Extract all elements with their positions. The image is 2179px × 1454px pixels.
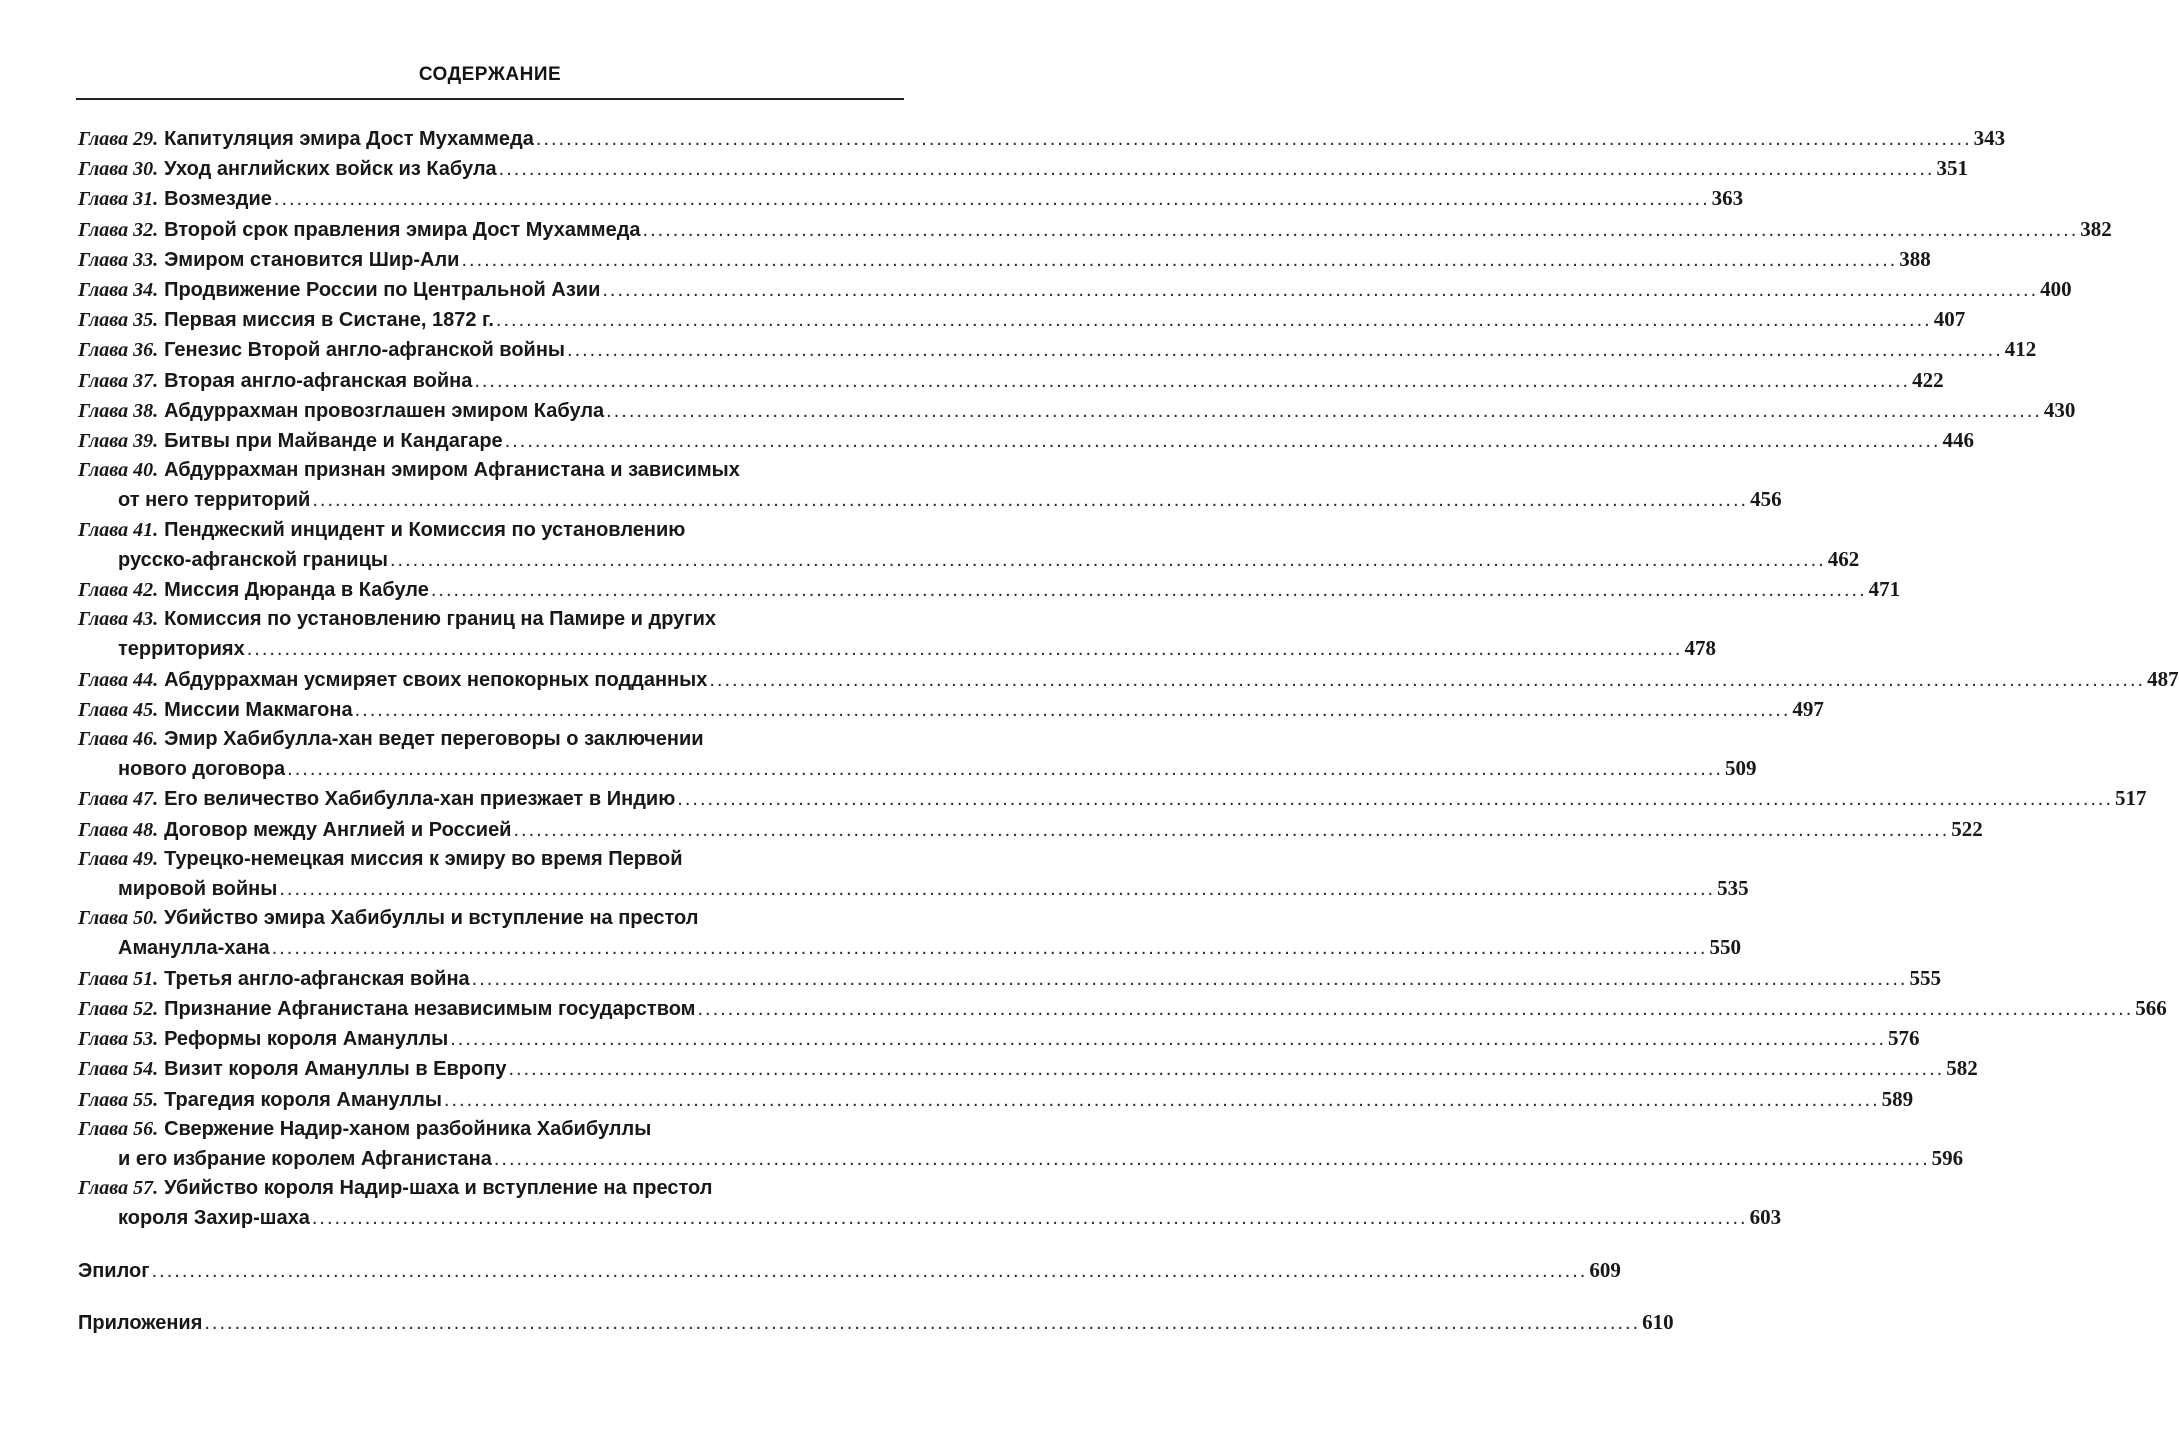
- chapter-label: Глава 38.: [78, 399, 159, 422]
- toc-entry-row: [78, 904, 908, 933]
- chapter-title: Пенджеский инцидент и Комиссия по установлению: [164, 518, 686, 541]
- chapter-title: мировой войны: [118, 878, 278, 901]
- toc-entry: [78, 815, 1983, 845]
- toc-entry: [78, 964, 1941, 994]
- toc-entry-row: [78, 815, 1983, 845]
- toc-entry-row: [78, 516, 908, 545]
- toc-entry-row: [78, 695, 1824, 725]
- dot-leader: [496, 306, 1932, 335]
- chapter-label: Глава 33.: [78, 248, 159, 271]
- toc-entry-row: [78, 124, 2006, 154]
- chapter-label: Глава 31.: [78, 188, 159, 211]
- page-number: 589: [1881, 1086, 1914, 1111]
- toc-entry-row: [78, 215, 2112, 245]
- dot-leader: [474, 367, 1910, 396]
- chapter-title: Абдуррахман усмиряет своих непокорных подданных: [164, 668, 708, 691]
- toc-entry: [78, 215, 2112, 245]
- dot-leader: [355, 696, 1791, 725]
- toc-entry: [78, 305, 1966, 335]
- toc-entry-row: [78, 845, 908, 874]
- toc-entry: [78, 1174, 1782, 1233]
- chapter-label: Глава 32.: [78, 218, 159, 241]
- dot-leader: [279, 875, 1715, 904]
- toc-entry-continuation: [78, 874, 1749, 904]
- dot-leader: [274, 185, 1710, 214]
- toc-entry: [78, 154, 1968, 184]
- toc-entry: [78, 994, 2167, 1024]
- chapter-label: Глава 39.: [78, 430, 159, 453]
- page-number: 517: [2115, 786, 2147, 811]
- section-gap: [78, 1286, 908, 1308]
- chapter-title: Договор между Англией и Россией: [164, 818, 512, 841]
- dot-leader: [602, 276, 2038, 305]
- toc-entry: [78, 665, 2179, 695]
- toc-entry-row: [78, 725, 908, 754]
- toc-entry-row: [78, 456, 908, 485]
- chapter-label: Глава 37.: [78, 369, 159, 392]
- dot-leader: [508, 1055, 1944, 1084]
- toc-entry-row: [78, 964, 1941, 994]
- chapter-title: Битвы при Майванде и Кандагаре: [164, 430, 503, 453]
- toc-entry-row: [78, 335, 2037, 365]
- chapter-label: Глава 43.: [78, 608, 159, 631]
- chapter-title: Его величество Хабибулла-хан приезжает в Индию: [164, 788, 676, 811]
- dot-leader: [567, 336, 2003, 365]
- dot-leader: [697, 995, 2133, 1024]
- chapter-title: Абдуррахман признан эмиром Афганистана и зависимых: [164, 459, 740, 482]
- dot-leader: [312, 1204, 1748, 1233]
- chapter-label: Глава 48.: [78, 818, 159, 841]
- toc-entry-row: [78, 154, 1968, 184]
- toc-entry-row: [78, 994, 2167, 1024]
- chapter-title: и его избрание королем Афганистана: [118, 1147, 492, 1170]
- chapter-title: Уход английских войск из Кабула: [164, 158, 497, 181]
- dot-leader: [152, 1257, 1588, 1286]
- page-number: 522: [1951, 816, 1983, 841]
- table-of-contents: [78, 124, 2179, 1338]
- chapter-label: Глава 57.: [78, 1177, 159, 1200]
- chapter-title: Трагедия короля Амануллы: [164, 1088, 442, 1111]
- page-number: 610: [1642, 1309, 1674, 1334]
- dot-leader: [272, 934, 1708, 963]
- page-number: 456: [1750, 487, 1782, 512]
- page-number: 343: [1973, 126, 2006, 150]
- toc-entry-continuation: [78, 634, 1716, 664]
- chapter-label: Глава 46.: [78, 728, 159, 751]
- toc-entry-row: [78, 1174, 908, 1203]
- dot-leader: [390, 546, 1826, 575]
- chapter-label: Глава 30.: [78, 158, 159, 181]
- page-number: 407: [1933, 307, 1966, 332]
- toc-entry-row: [78, 396, 2076, 426]
- chapter-label: Глава 56.: [78, 1117, 159, 1140]
- chapter-label: Глава 45.: [78, 698, 159, 721]
- page-number: 603: [1749, 1205, 1782, 1230]
- page-number: 351: [1936, 156, 1968, 181]
- page-number: 478: [1684, 636, 1716, 661]
- chapter-label: Глава 35.: [78, 309, 159, 332]
- toc-entry-continuation: [78, 1203, 1782, 1233]
- toc-entry-row: [78, 184, 1744, 214]
- toc-entry: [78, 845, 1749, 904]
- chapter-title: Убийство эмира Хабибуллы и вступление на престол: [164, 907, 699, 930]
- page-number: 576: [1888, 1026, 1920, 1051]
- toc-entry: [78, 124, 2006, 154]
- chapter-title: Турецко-немецкая миссия к эмиру во время Первой: [164, 847, 683, 870]
- chapter-label: Глава 54.: [78, 1058, 159, 1081]
- chapter-title: Реформы короля Амануллы: [164, 1028, 449, 1051]
- page-number: 487: [2147, 666, 2179, 691]
- chapter-label: Глава 44.: [78, 668, 159, 691]
- dot-leader: [709, 666, 2145, 695]
- toc-entry: [78, 1115, 1964, 1174]
- toc-entry-row: [78, 1256, 1621, 1286]
- toc-entry: [78, 605, 1716, 664]
- toc-entry-row: [78, 305, 1966, 335]
- chapter-title: Вторая англо-афганская война: [164, 369, 473, 392]
- page-number: 422: [1912, 367, 1944, 392]
- toc-entry: [78, 904, 1741, 963]
- toc-entry-continuation: [78, 545, 1860, 575]
- chapter-title: Признание Афганистана независимым государством: [164, 997, 696, 1020]
- toc-entry-row: [78, 275, 2072, 305]
- toc-entry: [78, 1054, 1978, 1084]
- page-number: 609: [1589, 1257, 1621, 1282]
- chapter-title: короля Захир-шаха: [118, 1207, 310, 1230]
- page-number: 412: [2004, 337, 2037, 362]
- page-number: 509: [1724, 756, 1757, 781]
- chapter-label: Глава 40.: [78, 459, 159, 482]
- chapter-label: Глава 29.: [78, 128, 159, 150]
- toc-entry-continuation: [78, 1144, 1964, 1174]
- toc-entry-continuation: [78, 485, 1782, 515]
- page-number: 430: [2043, 397, 2076, 422]
- dot-leader: [312, 486, 1748, 515]
- chapter-label: Глава 51.: [78, 967, 159, 990]
- toc-entry-row: [78, 426, 1974, 456]
- toc-entry-row: [78, 605, 908, 634]
- toc-entry-continuation: [78, 754, 1757, 784]
- toc-entry: [78, 396, 2076, 426]
- dot-leader: [536, 125, 1972, 154]
- toc-entry: [78, 516, 1860, 575]
- chapter-title: Комиссия по установлению границ на Памире и других: [164, 608, 717, 631]
- back-matter-title: Приложения: [78, 1311, 203, 1334]
- chapter-title: Капитуляция эмира Дост Мухаммеда: [164, 128, 534, 150]
- toc-entry: [78, 1085, 1914, 1115]
- page-number: 471: [1868, 577, 1901, 602]
- dot-leader: [287, 755, 1723, 784]
- chapter-label: Глава 34.: [78, 279, 159, 302]
- dot-leader: [677, 785, 2113, 814]
- page-number: 388: [1899, 246, 1931, 271]
- section-gap: [78, 1234, 908, 1256]
- toc-entry: [78, 575, 1901, 605]
- dot-leader: [431, 576, 1867, 605]
- chapter-title: территориях: [118, 638, 245, 661]
- toc-entry-row: [78, 1308, 1674, 1338]
- page-number: 596: [1931, 1145, 1964, 1170]
- toc-entry-row: [78, 1115, 908, 1144]
- chapter-label: Глава 50.: [78, 907, 159, 930]
- toc-entry-row: [78, 784, 2147, 814]
- chapter-title: Свержение Надир-ханом разбойника Хабибуллы: [164, 1117, 652, 1140]
- chapter-label: Глава 41.: [78, 518, 159, 541]
- chapter-title: Третья англо-афганская война: [164, 967, 470, 990]
- dot-leader: [513, 816, 1949, 845]
- toc-entry: [78, 784, 2147, 814]
- chapter-title: Абдуррахман провозглашен эмиром Кабула: [164, 399, 605, 422]
- toc-entry: [78, 275, 2072, 305]
- dot-leader: [643, 216, 2079, 245]
- dot-leader: [606, 397, 2042, 426]
- toc-entry-row: [78, 1085, 1914, 1115]
- chapter-title: Эмиром становится Шир-Али: [164, 248, 460, 271]
- page-number: 446: [1942, 428, 1974, 453]
- chapter-title: Миссии Макмагона: [164, 698, 353, 721]
- toc-entry: [78, 184, 1744, 214]
- dot-leader: [499, 155, 1935, 184]
- dot-leader: [444, 1086, 1880, 1115]
- toc-entry-row: [78, 366, 1944, 396]
- toc-entry: [78, 366, 1944, 396]
- dot-leader: [505, 427, 1941, 456]
- chapter-label: Глава 52.: [78, 997, 159, 1020]
- chapter-title: нового договора: [118, 758, 286, 781]
- toc-entry-row: [78, 245, 1931, 275]
- chapter-title: Миссия Дюранда в Кабуле: [164, 579, 429, 602]
- dot-leader: [247, 635, 1683, 664]
- toc-entry-continuation: [78, 933, 1741, 963]
- chapter-title: Первая миссия в Систане, 1872 г.: [164, 309, 494, 332]
- chapter-label: Глава 53.: [78, 1028, 159, 1051]
- toc-entry: [78, 695, 1824, 725]
- toc-entry-row: [78, 1054, 1978, 1084]
- chapter-label: Глава 49.: [78, 847, 159, 870]
- toc-entry: [78, 456, 1782, 515]
- back-matter-entry: [78, 1308, 1674, 1338]
- chapter-title: Возмездие: [164, 188, 272, 211]
- chapter-title: русско-афганской границы: [118, 548, 388, 571]
- chapter-title: Генезис Второй англо-афганской войны: [164, 339, 566, 362]
- page-number: 555: [1909, 965, 1941, 990]
- page-number: 566: [2135, 995, 2167, 1020]
- back-matter-title: Эпилог: [78, 1259, 150, 1282]
- page-number: 550: [1709, 935, 1741, 960]
- back-matter-entry: [78, 1256, 1621, 1286]
- chapter-title: Эмир Хабибулла-хан ведет переговоры о заключении: [164, 728, 704, 751]
- toc-entry: [78, 335, 2037, 365]
- chapter-label: Глава 36.: [78, 339, 159, 362]
- dot-leader: [450, 1025, 1886, 1054]
- dot-leader: [204, 1309, 1640, 1338]
- chapter-title: Визит короля Амануллы в Европу: [164, 1058, 507, 1081]
- toc-entry-row: [78, 575, 1901, 605]
- toc-entry-row: [78, 665, 2179, 695]
- chapter-title: Продвижение России по Центральной Азии: [164, 279, 601, 302]
- page-number: 462: [1827, 546, 1860, 571]
- toc-entry: [78, 426, 1974, 456]
- dot-leader: [494, 1145, 1930, 1174]
- page-number: 382: [2080, 216, 2112, 241]
- chapter-title: от него территорий: [118, 489, 311, 512]
- chapter-label: Глава 55.: [78, 1088, 159, 1111]
- page-number: 497: [1792, 696, 1824, 721]
- header-rule: [76, 98, 904, 100]
- toc-entry: [78, 1024, 1920, 1054]
- chapter-title: Аманулла-хана: [118, 937, 270, 960]
- page-number: 363: [1711, 186, 1744, 211]
- page-number: 582: [1946, 1056, 1978, 1081]
- page-title: СОДЕРЖАНИЕ: [418, 64, 562, 85]
- chapter-label: Глава 47.: [78, 788, 159, 811]
- chapter-title: Убийство короля Надир-шаха и вступление на престол: [164, 1177, 713, 1200]
- toc-entry-row: [78, 1024, 1920, 1054]
- toc-entry: [78, 245, 1931, 275]
- dot-leader: [461, 246, 1897, 275]
- toc-entry: [78, 725, 1757, 784]
- page-number: 400: [2040, 277, 2072, 302]
- page-number: 535: [1717, 876, 1749, 901]
- chapter-title: Второй срок правления эмира Дост Мухаммеда: [164, 218, 641, 241]
- chapter-label: Глава 42.: [78, 579, 159, 602]
- dot-leader: [472, 965, 1908, 994]
